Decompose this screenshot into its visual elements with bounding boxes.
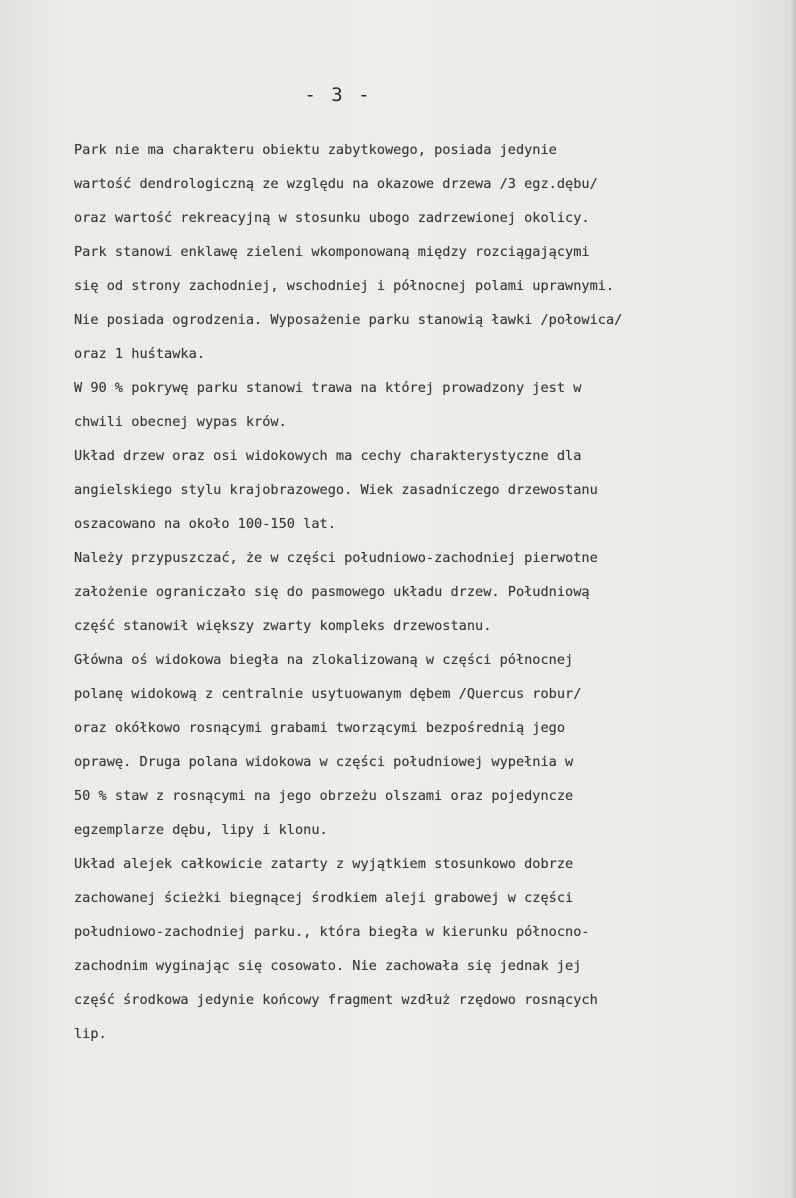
text-line: Układ drzew oraz osi widokowych ma cechy charakterystyczne dla [74,448,582,464]
text-line: Główna oś widokowa biegła na zlokalizowaną w części północnej [74,652,574,668]
text-line: zachowanej ścieżki biegnącej środkiem aleji grabowej w części [74,890,574,906]
text-line: oraz 1 huśtawka. [74,346,205,362]
text-line: Park nie ma charakteru obiektu zabytkowego, posiada jedynie [74,142,557,158]
text-line: 50 % staw z rosnącymi na jego obrzeżu olszami oraz pojedyncze [74,788,574,804]
text-line: Park stanowi enklawę zieleni wkomponowaną między rozciągającymi [74,244,590,260]
text-line: oraz wartość rekreacyjną w stosunku ubogo zadrzewionej okolicy. [74,210,590,226]
text-line: oprawę. Druga polana widokowa w części południowej wypełnia w [74,754,574,770]
text-line: chwili obecnej wypas krów. [74,414,287,430]
page-number: - 3 - [304,84,372,106]
text-line: angielskiego stylu krajobrazowego. Wiek zasadniczego drzewostanu [74,482,598,498]
text-line: oraz okółkowo rosnącymi grabami tworzącymi bezpośrednią jego [74,720,566,736]
text-line: założenie ograniczało się do pasmowego układu drzew. Południową [74,584,590,600]
text-line: Nie posiada ogrodzenia. Wyposażenie parku stanowią ławki /połowica/ [74,312,623,328]
text-line: oszacowano na około 100-150 lat. [74,516,336,532]
text-line: część stanowił większy zwarty kompleks drzewostanu. [74,618,492,634]
text-line: Należy przypuszczać, że w części południowo-zachodniej pierwotne [74,550,598,566]
text-line: W 90 % pokrywę parku stanowi trawa na której prowadzony jest w [74,380,582,396]
text-line: zachodnim wyginając się cosowato. Nie zachowała się jednak jej [74,958,582,974]
text-line: część środkowa jedynie końcowy fragment wzdłuż rzędowo rosnących [74,992,598,1008]
typewritten-text-body [74,133,786,1051]
text-line: południowo-zachodniej parku., która biegła w kierunku północno- [74,924,590,940]
text-line: się od strony zachodniej, wschodniej i północnej polami uprawnymi. [74,278,615,294]
text-line: Układ alejek całkowicie zatarty z wyjątkiem stosunkowo dobrze [74,856,574,872]
text-line: lip. [74,1026,107,1042]
text-line: polanę widokową z centralnie usytuowanym dębem /Quercus robur/ [74,686,582,702]
text-line: wartość dendrologiczną ze względu na okazowe drzewa /3 egz.dębu/ [74,176,598,192]
page-edge-shadow [790,0,796,1198]
text-line: egzemplarze dębu, lipy i klonu. [74,822,328,838]
